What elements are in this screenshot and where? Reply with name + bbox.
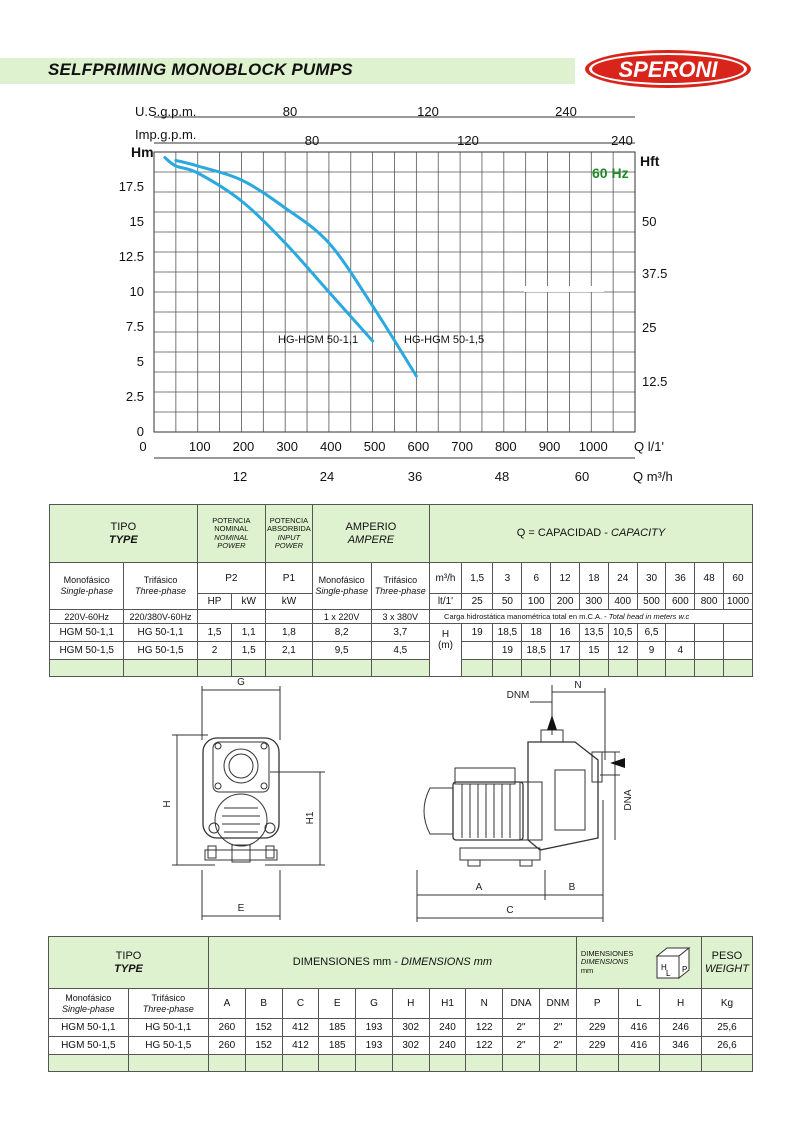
table-row-empty [49, 1055, 753, 1072]
box-icon [651, 942, 695, 982]
dim-cell: 229 [576, 1019, 618, 1037]
model-mono: HGM 50-1,5 [49, 1037, 129, 1055]
svg-text:H: H [660, 963, 667, 972]
amp1-cell: 9,5 [312, 642, 371, 660]
dim-cell: 2" [503, 1019, 540, 1037]
col-header: H [660, 989, 702, 1019]
col-header: B [245, 989, 282, 1019]
grid-gap [524, 286, 604, 292]
potencia-absorbida-header: POTENCIA ABSORBIDA INPUT POWER [266, 505, 313, 563]
dim-cell: 346 [660, 1037, 702, 1055]
dim-cell: 26,6 [701, 1037, 752, 1055]
dim-cell: 412 [282, 1037, 319, 1055]
col-header: H [392, 989, 429, 1019]
x-bottom-tick: 200 [232, 439, 255, 454]
tipo-header: TIPO TYPE [50, 505, 198, 563]
weight-header: PESO WEIGHT [701, 937, 752, 989]
dims-header: DIMENSIONES mm - DIMENSIONS mm [209, 937, 577, 989]
dim-g: G [237, 677, 245, 688]
side-view-drawing [417, 685, 620, 922]
head-cell: 10,5 [608, 624, 637, 642]
volt-tri: 220/380V-60Hz [124, 610, 197, 624]
dim-cell: 302 [392, 1037, 429, 1055]
lt-cell: 25 [461, 594, 493, 610]
y-left-tick: 5 [136, 354, 144, 369]
table-row [49, 1037, 753, 1055]
dim-cell: 260 [209, 1037, 246, 1055]
chart-grid [154, 152, 635, 432]
col-header: E [319, 989, 356, 1019]
dim-cell: 2" [503, 1037, 540, 1055]
head-cell: 16 [551, 624, 580, 642]
arrow-left-icon [610, 758, 625, 768]
amperio-header: AMPERIO AMPERE [312, 505, 429, 563]
pack-header: DIMENSIONES DIMENSIONS mm H L P [576, 937, 701, 989]
dim-tri-header: Trifásico Three-phase [128, 989, 208, 1019]
h-label-cell: H (m) [430, 624, 462, 677]
dim-cell: 122 [466, 1037, 503, 1055]
p1-cell: 2,1 [266, 642, 313, 660]
dim-cell: 302 [392, 1019, 429, 1037]
x-usgpm-tick: 120 [417, 104, 439, 119]
head-cell [723, 624, 752, 642]
x-m3h-tick: 24 [319, 469, 335, 484]
m3h-cell: 36 [666, 563, 695, 594]
front-view-labels [162, 677, 316, 914]
col-header: P [576, 989, 618, 1019]
head-cell: 18,5 [522, 642, 551, 660]
x-bottom-tick: 300 [276, 439, 299, 454]
col-header: G [356, 989, 393, 1019]
dim-cell: 152 [245, 1037, 282, 1055]
dim-cell: 193 [356, 1037, 393, 1055]
x-m3h-label: Q m³/h [633, 469, 673, 484]
dim-h: H [162, 800, 173, 808]
amp1-cell: 8,2 [312, 624, 371, 642]
m3h-cell: 3 [493, 563, 522, 594]
logo-text: SPERONI [618, 57, 718, 82]
head-cell: 13,5 [579, 624, 608, 642]
x-bottom-tick: 700 [451, 439, 473, 454]
head-cell: 6,5 [637, 624, 666, 642]
m3h-cell: 6 [522, 563, 551, 594]
m3h-cell: 18 [579, 563, 608, 594]
y-left-tick: 12.5 [118, 249, 144, 264]
series-curve [165, 158, 373, 341]
col-header: DNA [503, 989, 540, 1019]
kw-cell: 1,5 [232, 642, 266, 660]
x-bottom-tick: 500 [363, 439, 386, 454]
dim-cell: 2" [539, 1019, 576, 1037]
x-usgpm-tick: 240 [555, 104, 577, 119]
y-left-tick: 7.5 [125, 319, 144, 334]
model-tri: HG 50-1,1 [124, 624, 197, 642]
x-impgpm-label: Imp.g.p.m. [135, 127, 197, 142]
dim-cell: 412 [282, 1019, 319, 1037]
y-right-tick: 12.5 [642, 374, 668, 389]
x-bottom-tick: 900 [538, 439, 561, 454]
col-header: H1 [429, 989, 466, 1019]
head-cell: 17 [551, 642, 580, 660]
dim-cell: 185 [319, 1019, 356, 1037]
table-row [50, 642, 753, 660]
x-bottom-zero: 0 [139, 439, 147, 454]
mono-header: Monofásico Single-phase [50, 563, 124, 610]
performance-chart [0, 95, 800, 495]
model-mono: HGM 50-1,1 [49, 1019, 129, 1037]
model-mono: HGM 50-1,5 [50, 642, 124, 660]
col-header: Kg [701, 989, 752, 1019]
col-header: DNM [539, 989, 576, 1019]
y-left-label: Hm [131, 144, 154, 160]
svg-text:L: L [665, 969, 671, 978]
dim-n: N [574, 680, 582, 691]
head-cell [666, 624, 695, 642]
amp3-cell: 4,5 [371, 642, 429, 660]
m3h-cell: 48 [695, 563, 724, 594]
dimension-drawings [0, 672, 800, 927]
chart-labels [119, 104, 673, 484]
head-cell: 15 [579, 642, 608, 660]
blank-cell [197, 610, 265, 624]
y-right-tick: 25 [642, 320, 657, 335]
head-cell [461, 642, 493, 660]
dim-cell: 246 [660, 1019, 702, 1037]
dim-h1: H1 [305, 811, 316, 825]
x-bottom-tick: 600 [407, 439, 430, 454]
model-tri: HG 50-1,5 [128, 1037, 208, 1055]
dim-dna: DNA [623, 789, 634, 811]
x-impgpm-tick: 120 [457, 133, 479, 148]
m3h-cell: 12 [551, 563, 580, 594]
x-bottom-tick: 1000 [578, 439, 608, 454]
frequency-badge: 60 Hz [592, 165, 629, 181]
x-usgpm-tick: 80 [282, 104, 298, 119]
x-m3h-tick: 60 [574, 469, 590, 484]
y-right-tick: 37.5 [642, 266, 668, 281]
arrow-up-icon [547, 715, 557, 730]
hp-cell: 2 [197, 642, 232, 660]
lt-cell: 200 [551, 594, 580, 610]
p1-cell: 1,8 [266, 624, 313, 642]
dim-cell: 193 [356, 1019, 393, 1037]
amp-tri-header: Trifásico Three-phase [371, 563, 429, 610]
lt-cell: 600 [666, 594, 695, 610]
lt-unit: lt/1' [430, 594, 462, 610]
x-m3h-tick: 48 [494, 469, 510, 484]
y-left-tick: 0 [136, 424, 144, 439]
col-header: L [618, 989, 660, 1019]
hp-header: HP [197, 594, 232, 610]
dim-c: C [506, 905, 514, 916]
tri-header: Trifásico Three-phase [124, 563, 197, 610]
amp-mono: 1 x 220V [312, 610, 371, 624]
x-bottom-tick: 400 [320, 439, 342, 454]
speroni-logo [583, 48, 753, 90]
dimensions-table [48, 936, 753, 1072]
p2-header: P2 [197, 563, 265, 594]
dim-dnm: DNM [506, 690, 530, 701]
dim-cell: 240 [429, 1037, 466, 1055]
series-label: HG-HGM 50-1,5 [404, 334, 485, 346]
lt-cell: 400 [608, 594, 637, 610]
m3h-cell: 24 [608, 563, 637, 594]
dim-cell: 229 [576, 1037, 618, 1055]
dim-tipo-header: TIPO TYPE [49, 937, 209, 989]
dim-cell: 2" [539, 1037, 576, 1055]
y-left-tick: 15 [129, 214, 144, 229]
x-impgpm-tick: 240 [611, 133, 633, 148]
m3h-cell: 60 [723, 563, 752, 594]
amp-tri: 3 x 380V [371, 610, 429, 624]
lt-cell: 300 [579, 594, 608, 610]
x-bottom-tick: 800 [494, 439, 517, 454]
amp3-cell: 3,7 [371, 624, 429, 642]
kw-header: kW [232, 594, 266, 610]
head-cell: 12 [608, 642, 637, 660]
y-left-tick: 10 [129, 284, 144, 299]
y-right-tick: 50 [642, 214, 657, 229]
blank-cell [266, 610, 313, 624]
lt-cell: 100 [522, 594, 551, 610]
capacity-header: Q = CAPACIDAD - CAPACITY [430, 505, 753, 563]
model-mono: HGM 50-1,1 [50, 624, 124, 642]
hp-cell: 1,5 [197, 624, 232, 642]
head-cell: 19 [461, 624, 493, 642]
y-left-tick: 2.5 [125, 389, 144, 404]
head-cell [695, 624, 724, 642]
head-cell [723, 642, 752, 660]
x-m3h-tick: 36 [407, 469, 423, 484]
dim-cell: 122 [466, 1019, 503, 1037]
table-row [50, 624, 753, 642]
head-note: Carga hidrostática manométrica total en m.C.A. - Total head in meters w.c [430, 610, 753, 624]
dim-b: B [568, 882, 576, 893]
dim-cell: 416 [618, 1037, 660, 1055]
x-bottom-label: Q l/1' [634, 439, 664, 454]
m3h-cell: 1,5 [461, 563, 493, 594]
front-view-drawing [172, 686, 325, 920]
lt-cell: 500 [637, 594, 666, 610]
lt-cell: 50 [493, 594, 522, 610]
col-header: C [282, 989, 319, 1019]
head-cell: 18 [522, 624, 551, 642]
model-tri: HG 50-1,1 [128, 1019, 208, 1037]
amp-mono-header: Monofásico Single-phase [312, 563, 371, 610]
y-left-tick: 17.5 [118, 179, 144, 194]
col-header: A [209, 989, 246, 1019]
model-tri: HG 50-1,5 [124, 642, 197, 660]
page-title: SELFPRIMING MONOBLOCK PUMPS [48, 60, 353, 79]
dim-cell: 25,6 [701, 1019, 752, 1037]
dim-cell: 240 [429, 1019, 466, 1037]
dim-cell: 260 [209, 1019, 246, 1037]
table-row [49, 1019, 753, 1037]
m3h-cell: 30 [637, 563, 666, 594]
x-impgpm-tick: 80 [304, 133, 320, 148]
m3h-unit: m³/h [430, 563, 462, 594]
head-cell [695, 642, 724, 660]
x-bottom-tick: 100 [188, 439, 211, 454]
lt-cell: 800 [695, 594, 724, 610]
svg-text:P: P [681, 965, 688, 974]
dim-a: A [475, 882, 483, 893]
volt-mono: 220V-60Hz [50, 610, 124, 624]
potencia-nominal-header: POTENCIA NOMINAL NOMINAL POWER [197, 505, 265, 563]
head-cell: 4 [666, 642, 695, 660]
dim-cell: 185 [319, 1037, 356, 1055]
kw2-header: kW [266, 594, 313, 610]
head-cell: 19 [493, 642, 522, 660]
col-header: N [466, 989, 503, 1019]
kw-cell: 1,1 [232, 624, 266, 642]
dim-cell: 152 [245, 1019, 282, 1037]
performance-table [49, 504, 753, 677]
y-right-label: Hft [640, 153, 660, 169]
lt-cell: 1000 [723, 594, 752, 610]
dim-mono-header: Monofásico Single-phase [49, 989, 129, 1019]
series-label: HG-HGM 50-1,1 [278, 334, 359, 346]
head-cell: 9 [637, 642, 666, 660]
x-usgpm-label: U.S.g.p.m. [135, 104, 197, 119]
p1-header: P1 [266, 563, 313, 594]
dim-e: E [237, 903, 245, 914]
dim-cell: 416 [618, 1019, 660, 1037]
x-m3h-tick: 12 [232, 469, 248, 484]
head-cell: 18,5 [493, 624, 522, 642]
